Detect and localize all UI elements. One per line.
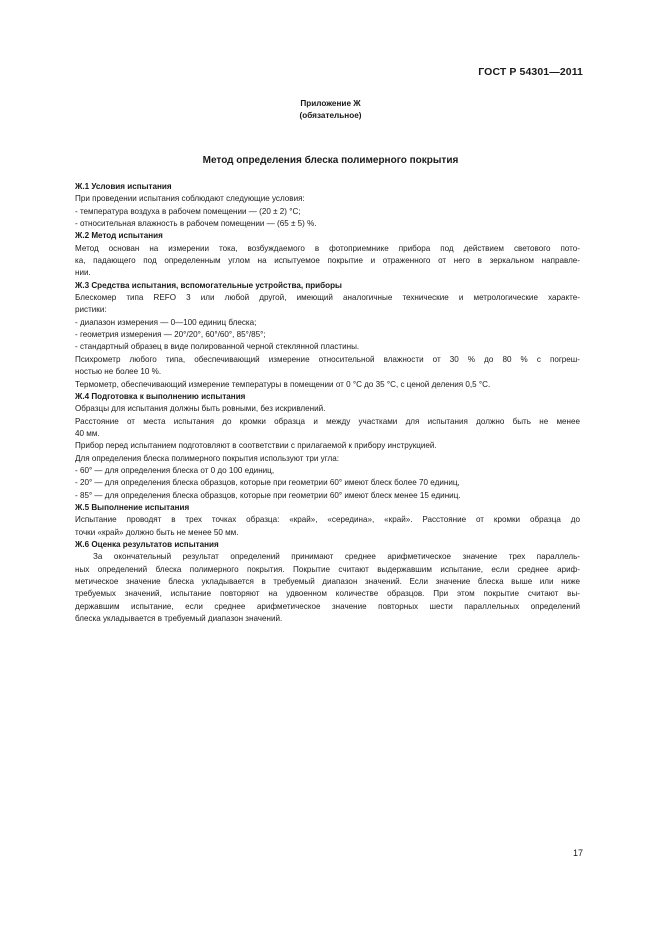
annex-block (0, 98, 661, 122)
paragraph-line: За окончательный результат определений принимают среднее арифметическое значение трех параллель- (93, 552, 580, 562)
paragraph-line: требуемых значений, испытание повторяют на удвоенном количестве образцов. При этом покрытие считают вы- (75, 589, 580, 599)
paragraph-line: точки «край» должно быть не менее 50 мм. (75, 527, 239, 537)
list-item: - стандартный образец в виде полированной черной стеклянной пластины. (75, 342, 360, 352)
paragraph-line: ка, падающего под определенным углом на испытуемое покрытие и отраженного от него в зеркальном направле- (75, 256, 580, 266)
list-item: - диапазон измерения — 0—100 единиц блеска; (75, 317, 257, 327)
paragraph-line: ристики: (75, 305, 107, 315)
list-item: - температура воздуха в рабочем помещении — (20 ± 2) °С; (75, 206, 301, 216)
paragraph-line: Для определения блеска полимерного покрытия используют три угла: (75, 453, 339, 463)
document-title: Метод определения блеска полимерного покрытия (202, 155, 459, 166)
document-body (75, 181, 580, 625)
list-item: - 20° — для определения блеска образцов, которые при геометрии 60° имеют блеск более 70 единиц, (75, 478, 460, 488)
document-number: ГОСТ Р 54301—2011 (478, 66, 583, 78)
section-heading: Ж.1 Условия испытания (75, 182, 172, 191)
paragraph-line: державшим испытание, если среднее арифметическое значение повторных шести параллельных определений (75, 601, 580, 611)
paragraph-line: При проведении испытания соблюдают следующие условия: (75, 194, 305, 204)
paragraph-line: ностью не более 10 %. (75, 367, 162, 377)
paragraph-line: ных определений блеска полимерного покрытия. Покрытие считают выдержавшим испытание, если среднее ариф- (75, 564, 580, 574)
paragraph-line: Блескомер типа REFO 3 или любой другой, имеющий аналогичные технические и метрологические характе- (75, 293, 580, 303)
page-number: 17 (572, 848, 583, 858)
paragraph-line: метическое значение блеска укладывается в требуемый диапазон значений. Если значение блеска выше или ниже (75, 577, 580, 586)
list-item: - относительная влажность в рабочем помещении — (65 ± 5) %. (75, 219, 317, 229)
annex-status: (обязательное) (299, 111, 362, 120)
list-item: - геометрия измерения — 20°/20°, 60°/60°, 85°/85°; (75, 330, 266, 340)
section-heading: Ж.6 Оценка результатов испытания (75, 539, 219, 549)
paragraph-line: Термометр, обеспечивающий измерение температуры в помещении от 0 °С до 35 °С, с ценой деления 0,5 °С. (75, 379, 491, 389)
section-heading: Ж.2 Метод испытания (75, 231, 163, 241)
paragraph-line: 40 мм. (75, 428, 100, 438)
paragraph-line: Образцы для испытания должны быть ровными, без искривлений. (75, 404, 326, 414)
annex-title: Приложение Ж (300, 99, 361, 108)
paragraph-line: блеска укладывается в требуемый диапазон значений. (75, 614, 283, 624)
paragraph-line: Расстояние от места испытания до кромки образца и между участками для испытания должно быть не менее (75, 416, 580, 426)
section-heading: Ж.4 Подготовка к выполнению испытания (75, 391, 246, 401)
section-heading: Ж.5 Выполнение испытания (75, 502, 190, 512)
list-item: - 60° — для определения блеска от 0 до 100 единиц, (75, 465, 275, 475)
paragraph-line: Метод основан на измерении тока, возбуждаемого в фотоприемнике прибора под действием светового пото- (75, 243, 580, 253)
list-item: - 85° — для определения блеска образцов, которые при геометрии 60° имеют блеск менее 15 единиц. (75, 490, 461, 500)
paragraph-line: Испытание проводят в трех точках образца: «край», «середина», «край». Расстояние от кромки образца до (75, 515, 580, 525)
paragraph-line: Прибор перед испытанием подготовляют в соответствии с прилагаемой к прибору инструкцией. (75, 441, 437, 451)
section-heading: Ж.3 Средства испытания, вспомогательные устройства, приборы (75, 280, 342, 290)
paragraph-line: нии. (75, 268, 91, 278)
paragraph-line: Психрометр любого типа, обеспечивающий измерение относительной влажности от 30 % до 80 % с погреш- (75, 354, 580, 364)
